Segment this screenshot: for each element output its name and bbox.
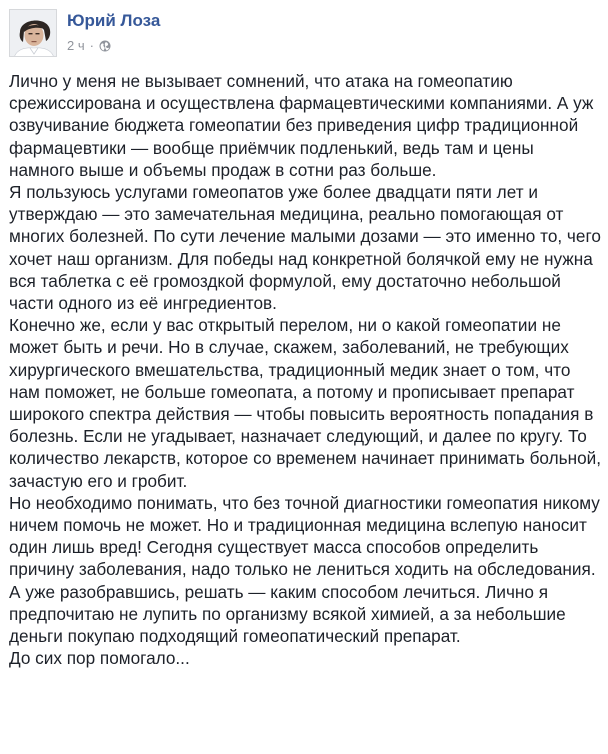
post-timestamp[interactable]: 2 ч xyxy=(67,38,85,53)
author-name[interactable]: Юрий Лоза xyxy=(67,11,161,30)
meta-separator: · xyxy=(89,38,94,53)
post-text xyxy=(9,70,601,669)
post-paragraph: Но необходимо понимать, что без точной диагностики гомеопатия никому ничем помочь не может. Но и традиционная медицина вслепую наносит один лишь вред! Сегодня существует масса способов определить причину заболевания, надо только не лениться ходить на обследования. А уже разобравшись, решать — каким способом лечиться. Лично я предпочитаю не лупить по организму всякой химией, а за небольшие деньги покупаю подходящий гомеопатический препарат. xyxy=(9,492,600,647)
avatar[interactable] xyxy=(9,9,57,57)
post-paragraph: Лично у меня не вызывает сомнений, что атака на гомеопатию срежиссирована и осуществлена фармацевтическими компаниями. А уж озвучивание бюджета гомеопатии без приведения цифр традиционной фармацевтики — вообще приёмчик подленький, ведь там и цены намного выше и объемы продаж в сотни раз больше. xyxy=(9,71,594,180)
post-meta xyxy=(67,38,111,53)
avatar-photo xyxy=(10,10,57,57)
post-paragraph: Я пользуюсь услугами гомеопатов уже более двадцати пяти лет и утверждаю — это замечательная медицина, реально помогающая от многих болезней. По сути лечение малыми дозами — это именно то, чего хочет наш организм. Для победы над конкретной болячкой ему не нужна вся таблетка с её громоздкой формулой, ему достаточно небольшой части одного из её ингредиентов. xyxy=(9,182,601,314)
post-paragraph: Конечно же, если у вас открытый перелом, ни о какой гомеопатии не может быть и речи. Но в случае, скажем, заболеваний, не требующих хирургического вмешательства, традиционный медик знает о том, что нам поможет, не больше гомеопата, а потому и прописывает препарат широкого спектра действия — чтобы повысить вероятность попадания в болезнь. Если не угадывает, назначает следующий, и далее по кругу. То количество лекарств, которое со временем начинает принимать больной, зачастую его и гробит. xyxy=(9,315,602,491)
post-header xyxy=(9,9,599,57)
globe-icon[interactable] xyxy=(99,40,111,52)
post-paragraph: До сих пор помогало... xyxy=(9,648,190,669)
